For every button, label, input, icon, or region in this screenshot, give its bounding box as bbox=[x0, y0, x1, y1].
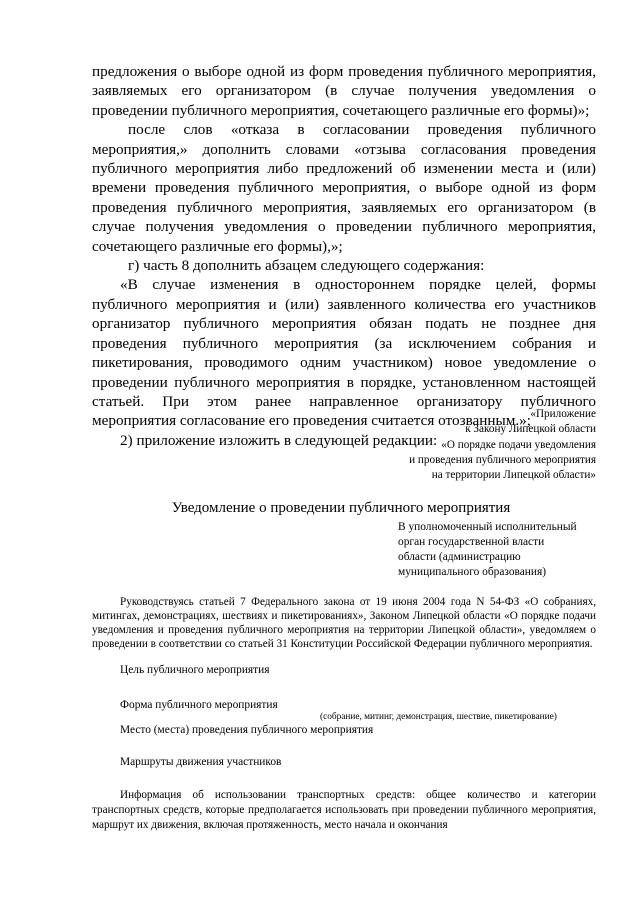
paragraph-forms-proposal: предложения о выборе одной из форм проведения публичного мероприятия, заявляемых его организатором (в случае получения уведомления о проведении публичного мероприятия, сочетающего различные его формы)»; bbox=[92, 63, 596, 119]
addressee-line: орган государственной власти bbox=[398, 536, 545, 548]
appendix-header bbox=[360, 407, 596, 483]
main-text bbox=[92, 62, 596, 450]
appendix-line: и проведения публичного мероприятия bbox=[409, 453, 596, 466]
appendix-line: на территории Липецкой области» bbox=[431, 469, 596, 482]
goal-field-label: Цель публичного мероприятия bbox=[120, 664, 270, 676]
transport-paragraph: Информация об использовании транспортных средств: общее количество и категории транспортных средств, которые предполагается использовать при проведении публичного мероприятия, маршрут их движения, включая протяженность, место начала и окончания bbox=[92, 789, 596, 831]
form-field-hint: (собрание, митинг, демонстрация, шествие, пикетирование) bbox=[320, 712, 557, 722]
addressee-line: В уполномоченный исполнительный bbox=[398, 521, 577, 533]
place-field-label: Место (места) проведения публичного мероприятия bbox=[120, 724, 374, 736]
paragraph-amendment-words: после слов «отказа в согласовании проведения публичного мероприятия,» дополнить словами «отзыва согласования проведения публичного мероприятия либо предложений об изменении места и (или) времени проведения публичного мероприятия, о выборе одной из форм проведения публичного мероприятия, заявляемых его организатором (в случае получения уведомления о проведении публичного мероприятия, сочетающего различные его формы),»; bbox=[92, 121, 596, 255]
paragraph-part-8: г) часть 8 дополнить абзацем следующего содержания: bbox=[128, 257, 485, 275]
paragraph-new-notice: «В случае изменения в одностороннем порядке целей, формы публичного мероприятия и (или) заявленного количества его участников организатор публичного мероприятия обязан подать не позднее дня проведения публичного мероприятия (за исключением собрания и пикетирования, проводимого одним участником) новое уведомление о проведении публичного мероприятия в порядке, установленном настоящей статьей. При этом ранее направленное организатору публичного мероприятия согласование его проведения считается отозванным.»; bbox=[92, 276, 596, 430]
addressee-line: муниципального образования) bbox=[398, 566, 547, 578]
appendix-line: к Закону Липецкой области bbox=[465, 423, 596, 436]
form-title: Уведомление о проведении публичного мероприятия bbox=[171, 500, 511, 516]
routes-field-label: Маршруты движения участников bbox=[120, 756, 282, 768]
appendix-line: «Приложение bbox=[530, 408, 596, 420]
form-field-label: Форма публичного мероприятия bbox=[120, 699, 278, 711]
addressee-block bbox=[398, 520, 598, 580]
transport-info bbox=[92, 788, 596, 833]
intro-paragraph: Руководствуясь статьей 7 Федерального закона от 19 июня 2004 года N 54-ФЗ «О собраниях, митингах, демонстрациях, шествиях и пикетированиях», Законом Липецкой области «О порядке подачи уведомления и проведения публичного мероприятия на территории Липецкой области», уведомляем о проведении в соответствии со статьей 31 Конституции Российской Федерации публичного мероприятия. bbox=[92, 596, 596, 650]
paragraph-appendix-edit: 2) приложение изложить в следующей редакции: bbox=[120, 431, 438, 449]
appendix-line: «О порядке подачи уведомления bbox=[441, 438, 596, 451]
form-intro bbox=[92, 596, 596, 652]
addressee-line: области (администрацию bbox=[398, 551, 521, 563]
